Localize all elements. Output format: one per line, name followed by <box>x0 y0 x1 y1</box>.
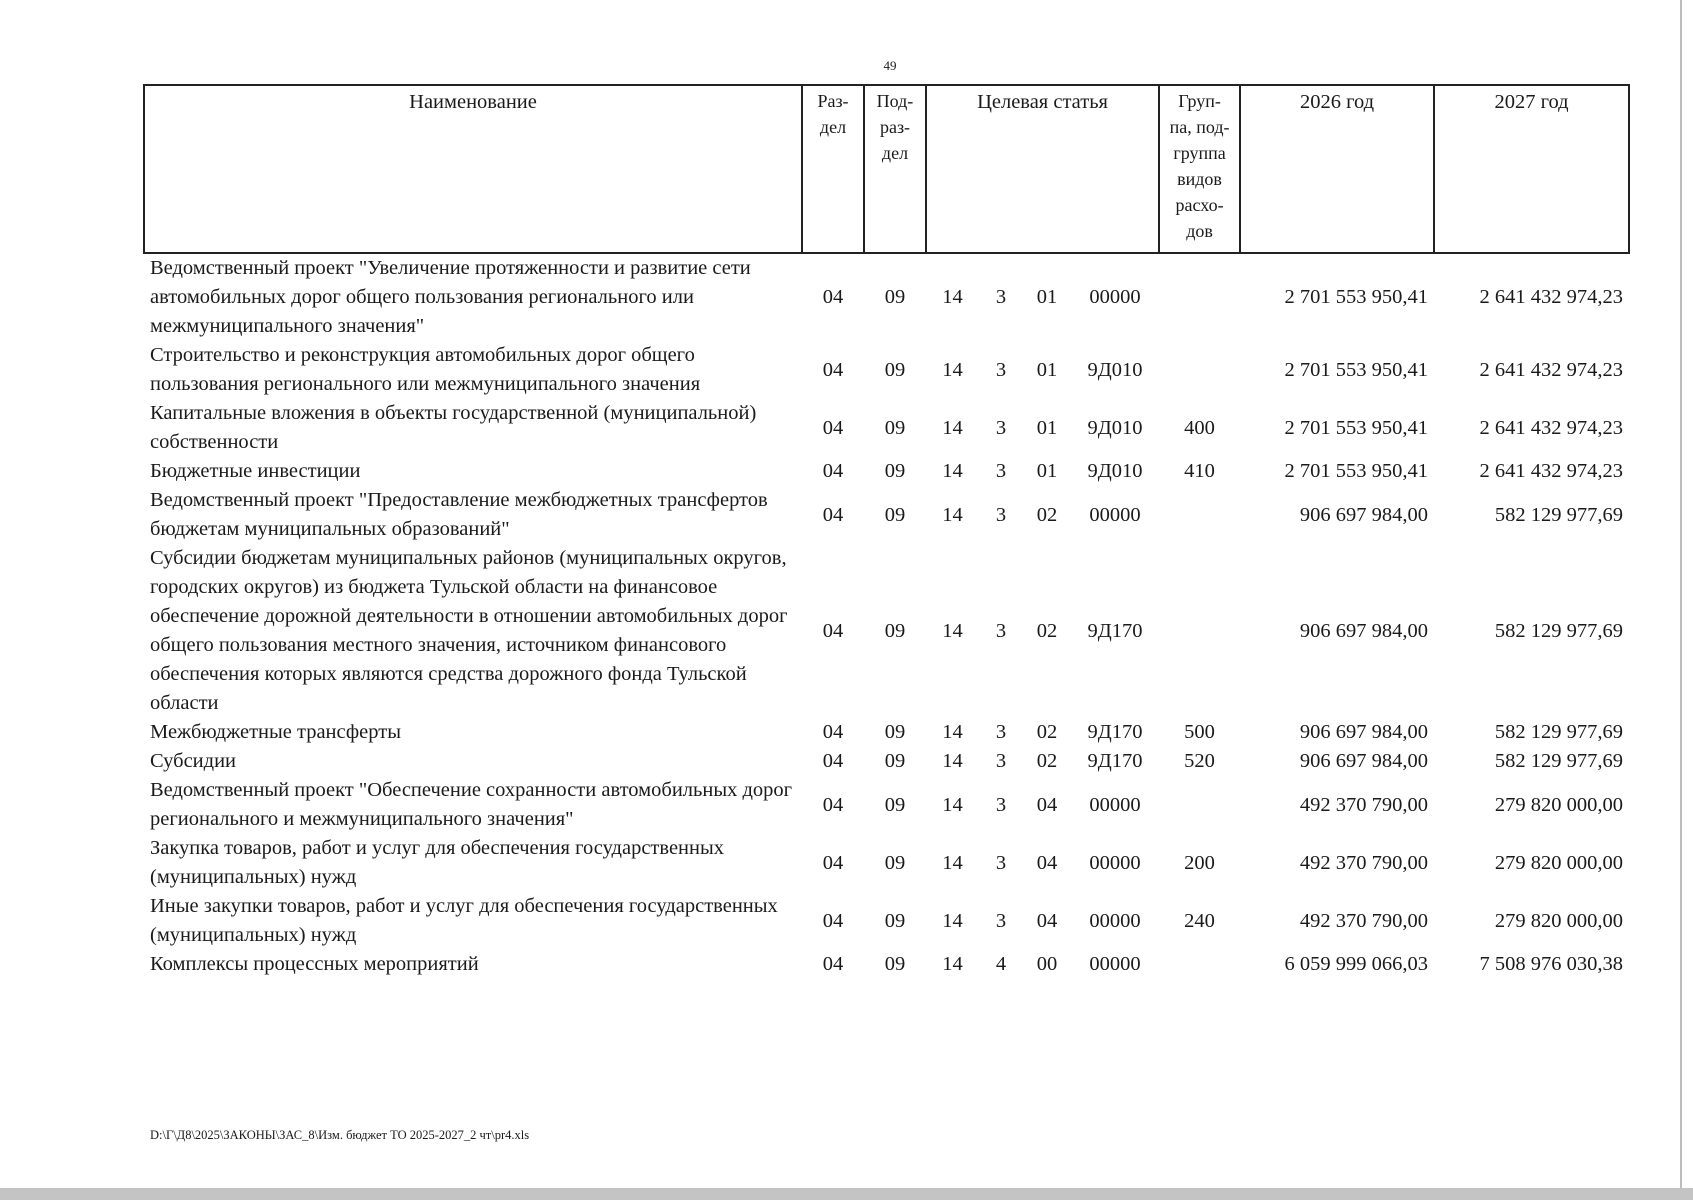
row-target-type: 3 <box>995 460 1007 482</box>
row-section: 04 <box>822 416 844 439</box>
page-number: 49 <box>883 58 897 73</box>
budget-table <box>143 84 1630 979</box>
table-header-row <box>144 85 1629 253</box>
row-subsection: 09 <box>884 619 906 642</box>
row-target-program: 14 <box>942 793 963 816</box>
row-name: Ведомственный проект "Обеспечение сохранности автомобильных дорог регионального и межмуниципального значения" <box>150 779 793 830</box>
table-row <box>144 253 1629 341</box>
row-expense-group: 200 <box>1184 851 1215 874</box>
table-row <box>144 950 1629 979</box>
page-bottom-bar <box>0 1188 1693 1200</box>
row-section: 04 <box>822 619 844 642</box>
row-target-direction: 9Д010 <box>1087 460 1143 482</box>
row-amount-2026: 492 370 790,00 <box>1299 909 1429 932</box>
row-name: Капитальные вложения в объекты государственной (муниципальной) собственности <box>150 402 757 453</box>
row-section: 04 <box>822 721 844 743</box>
row-amount-2026: 2 701 553 950,41 <box>1284 460 1429 482</box>
row-name: Бюджетные инвестиции <box>150 460 361 482</box>
row-target-type: 3 <box>995 909 1007 932</box>
header-group: Груп- па, под- группа видов расхо- дов <box>1159 85 1240 253</box>
row-target-direction: 9Д170 <box>1087 619 1143 642</box>
row-subsection: 09 <box>884 793 906 816</box>
row-target-type: 3 <box>995 503 1007 526</box>
table-row <box>144 776 1629 834</box>
row-target-event: 02 <box>1036 721 1058 743</box>
row-amount-2026: 492 370 790,00 <box>1299 851 1429 874</box>
row-target-type: 3 <box>995 358 1007 381</box>
row-target-program: 14 <box>942 851 963 874</box>
row-subsection: 09 <box>884 851 906 874</box>
row-target-program: 14 <box>942 909 963 932</box>
table-body <box>144 253 1629 979</box>
row-amount-2027: 582 129 977,69 <box>1494 503 1624 526</box>
row-amount-2026: 906 697 984,00 <box>1299 619 1429 642</box>
row-target-direction: 00000 <box>1089 286 1141 308</box>
header-target-article: Целевая статья <box>926 85 1159 253</box>
row-amount-2027: 582 129 977,69 <box>1494 750 1624 772</box>
row-target-event: 01 <box>1036 416 1058 439</box>
row-subsection: 09 <box>884 721 906 743</box>
row-section: 04 <box>822 909 844 932</box>
row-target-type: 4 <box>995 953 1007 975</box>
row-section: 04 <box>822 358 844 381</box>
row-target-program: 14 <box>942 503 963 526</box>
table-row <box>144 747 1629 776</box>
row-subsection: 09 <box>884 909 906 932</box>
row-target-program: 14 <box>942 460 963 482</box>
row-expense-group: 410 <box>1184 460 1215 482</box>
row-target-direction: 00000 <box>1089 953 1141 975</box>
row-section: 04 <box>822 851 844 874</box>
row-expense-group: 520 <box>1184 750 1215 772</box>
row-target-direction: 00000 <box>1089 909 1141 932</box>
row-amount-2026: 906 697 984,00 <box>1299 503 1429 526</box>
row-target-event: 01 <box>1036 460 1058 482</box>
row-amount-2027: 279 820 000,00 <box>1494 909 1624 932</box>
row-subsection: 09 <box>884 503 906 526</box>
row-target-type: 3 <box>995 750 1007 772</box>
row-amount-2027: 582 129 977,69 <box>1494 721 1624 743</box>
row-target-type: 3 <box>995 286 1007 308</box>
header-subsection: Под- раз- дел <box>864 85 926 253</box>
table-row <box>144 399 1629 457</box>
row-target-type: 3 <box>995 619 1007 642</box>
row-target-direction: 9Д170 <box>1087 750 1143 772</box>
row-section: 04 <box>822 750 844 772</box>
header-year-2026: 2026 год <box>1240 85 1434 253</box>
row-section: 04 <box>822 953 844 975</box>
file-path-footer: D:\Г\Д8\2025\ЗАКОНЫ\ЗАС_8\Изм. бюджет ТО 2025-2027_2 чт\pr4.xls <box>150 1128 530 1142</box>
row-section: 04 <box>822 286 844 308</box>
row-amount-2026: 6 059 999 066,03 <box>1284 953 1429 975</box>
row-expense-group: 400 <box>1184 416 1215 439</box>
row-target-program: 14 <box>942 953 963 975</box>
row-amount-2026: 2 701 553 950,41 <box>1284 358 1429 381</box>
row-amount-2026: 2 701 553 950,41 <box>1284 416 1429 439</box>
row-amount-2026: 2 701 553 950,41 <box>1284 286 1429 308</box>
row-section: 04 <box>822 503 844 526</box>
row-name: Межбюджетные трансферты <box>150 721 401 743</box>
header-section: Раз- дел <box>802 85 864 253</box>
row-amount-2027: 2 641 432 974,23 <box>1479 416 1624 439</box>
row-subsection: 09 <box>884 750 906 772</box>
row-name: Закупка товаров, работ и услуг для обеспечения государственных (муниципальных) нужд <box>150 837 725 888</box>
table-row <box>144 457 1629 486</box>
row-subsection: 09 <box>884 416 906 439</box>
row-target-direction: 9Д010 <box>1087 358 1143 381</box>
table-row <box>144 341 1629 399</box>
row-target-event: 02 <box>1036 750 1058 772</box>
row-target-event: 02 <box>1036 619 1058 642</box>
row-name: Комплексы процессных мероприятий <box>150 953 479 975</box>
row-subsection: 09 <box>884 953 906 975</box>
row-target-direction: 00000 <box>1089 503 1141 526</box>
row-amount-2027: 582 129 977,69 <box>1494 619 1624 642</box>
header-name: Наименование <box>144 85 802 253</box>
row-target-event: 04 <box>1036 909 1058 932</box>
row-section: 04 <box>822 460 844 482</box>
row-target-event: 04 <box>1036 851 1058 874</box>
row-amount-2027: 7 508 976 030,38 <box>1479 953 1624 975</box>
row-expense-group <box>1159 544 1240 718</box>
row-subsection: 09 <box>884 358 906 381</box>
table-row <box>144 718 1629 747</box>
row-expense-group <box>1159 486 1240 544</box>
row-target-program: 14 <box>942 721 963 743</box>
row-section: 04 <box>822 793 844 816</box>
table-row <box>144 834 1629 892</box>
row-expense-group: 240 <box>1184 909 1215 932</box>
row-name: Ведомственный проект "Предоставление межбюджетных трансфертов бюджетам муниципальных образований" <box>150 489 768 540</box>
row-name: Субсидии <box>150 750 237 772</box>
page-right-edge <box>1680 0 1682 1188</box>
row-name: Иные закупки товаров, работ и услуг для обеспечения государственных (муниципальных) нужд <box>150 895 778 946</box>
table-row <box>144 486 1629 544</box>
row-name: Ведомственный проект "Увеличение протяженности и развитие сети автомобильных дорог общего пользования регионального или межмуниципального значения" <box>150 257 751 337</box>
table-row <box>144 892 1629 950</box>
row-subsection: 09 <box>884 460 906 482</box>
row-target-event: 01 <box>1036 358 1058 381</box>
row-amount-2027: 279 820 000,00 <box>1494 793 1624 816</box>
row-target-type: 3 <box>995 416 1007 439</box>
row-target-event: 02 <box>1036 503 1058 526</box>
row-target-event: 04 <box>1036 793 1058 816</box>
row-subsection: 09 <box>884 286 906 308</box>
row-target-type: 3 <box>995 721 1007 743</box>
row-expense-group <box>1159 341 1240 399</box>
row-name: Субсидии бюджетам муниципальных районов (муниципальных округов, городских округов) из бюджета Тульской области на финансовое обеспечение дорожной деятельности в отношении автомобильных дорог общего пользования местного значения, источником финансового обеспечения которых являются средства дорожного фонда Тульской области <box>150 547 788 714</box>
table-row <box>144 544 1629 718</box>
row-target-direction: 9Д010 <box>1087 416 1143 439</box>
row-target-type: 3 <box>995 851 1007 874</box>
row-target-direction: 00000 <box>1089 793 1141 816</box>
row-expense-group <box>1159 776 1240 834</box>
row-target-program: 14 <box>942 619 963 642</box>
row-target-direction: 9Д170 <box>1087 721 1143 743</box>
row-target-program: 14 <box>942 286 963 308</box>
row-amount-2027: 2 641 432 974,23 <box>1479 286 1624 308</box>
row-name: Строительство и реконструкция автомобильных дорог общего пользования регионального или межмуниципального значения <box>150 344 701 395</box>
row-target-direction: 00000 <box>1089 851 1141 874</box>
header-year-2027: 2027 год <box>1434 85 1629 253</box>
row-amount-2026: 906 697 984,00 <box>1299 721 1429 743</box>
row-amount-2026: 492 370 790,00 <box>1299 793 1429 816</box>
row-target-program: 14 <box>942 416 963 439</box>
row-amount-2027: 2 641 432 974,23 <box>1479 358 1624 381</box>
row-amount-2027: 279 820 000,00 <box>1494 851 1624 874</box>
row-expense-group <box>1159 950 1240 979</box>
row-target-program: 14 <box>942 358 963 381</box>
row-expense-group: 500 <box>1184 721 1215 743</box>
row-target-program: 14 <box>942 750 963 772</box>
row-amount-2026: 906 697 984,00 <box>1299 750 1429 772</box>
row-target-type: 3 <box>995 793 1007 816</box>
row-amount-2027: 2 641 432 974,23 <box>1479 460 1624 482</box>
row-expense-group <box>1159 253 1240 341</box>
row-target-event: 01 <box>1036 286 1058 308</box>
row-target-event: 00 <box>1036 953 1058 975</box>
